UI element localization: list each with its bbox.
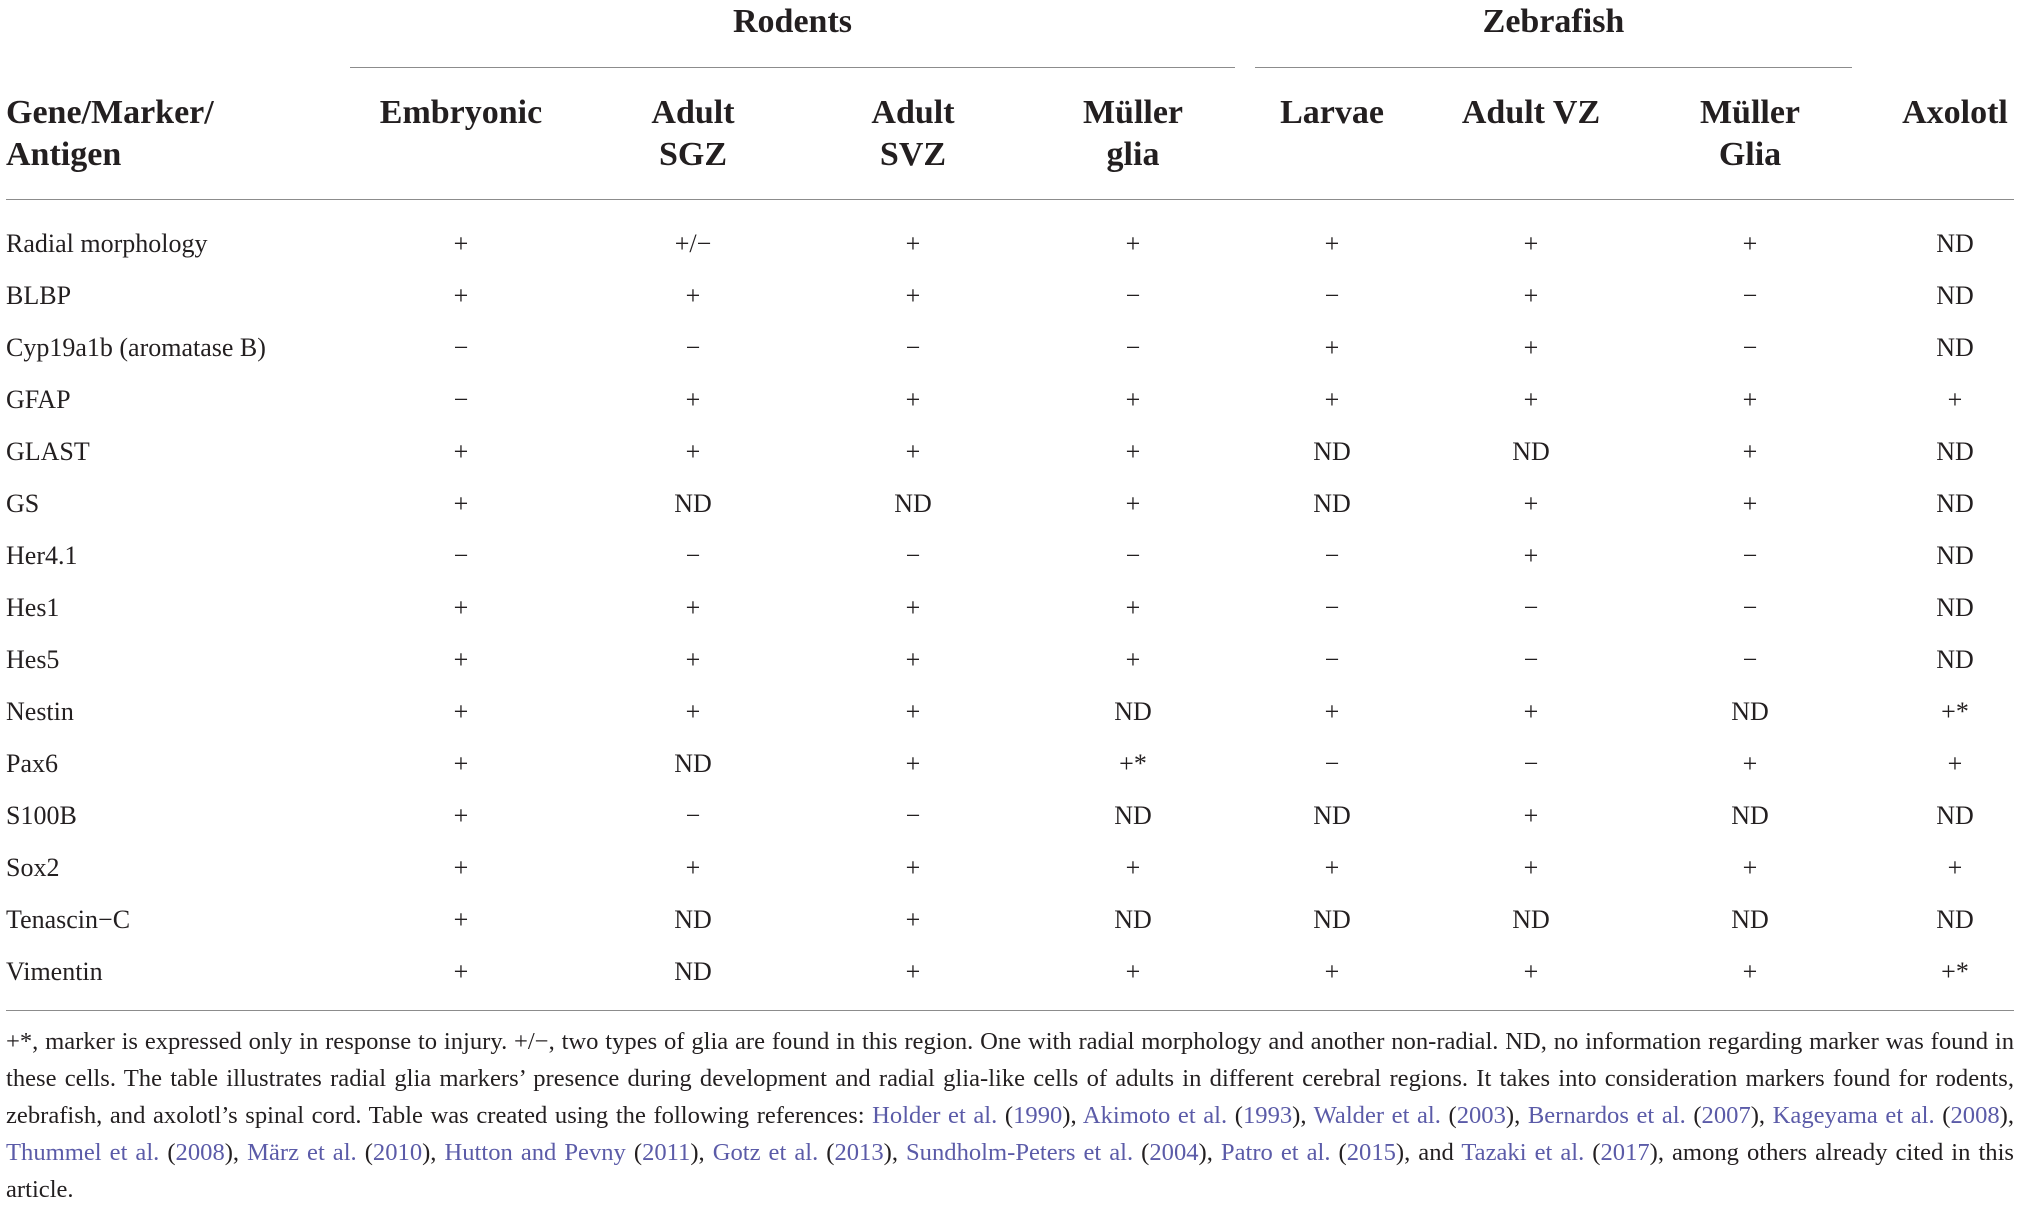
table-cell: + (1324, 853, 1340, 882)
footnote-text: ( (1440, 1102, 1457, 1129)
footnote-text: ), (1198, 1139, 1221, 1166)
column-header-adult-sgz (603, 92, 783, 176)
citation-link[interactable]: Holder et al. (872, 1102, 998, 1129)
table-cell: +* (1941, 697, 1969, 726)
table-cell: − (1324, 281, 1340, 310)
column-header-muller-glia-zebrafish (1660, 92, 1840, 176)
table-cell: − (1523, 593, 1539, 622)
table-cell-marker: Radial morphology (6, 229, 208, 258)
column-header-muller-glia-zebrafish-line2: Glia (1718, 136, 1782, 173)
footnote-text: ( (1330, 1139, 1347, 1166)
table-row (0, 790, 2019, 842)
table-cell: ND (1114, 801, 1152, 830)
table-cell: + (905, 593, 921, 622)
table-cell: − (685, 801, 701, 830)
column-header-axolotl-line1: Axolotl (1902, 94, 2008, 131)
table-row (0, 426, 2019, 478)
table-cell: − (1324, 541, 1340, 570)
table-row (0, 478, 2019, 530)
footnote-text: ), (422, 1139, 445, 1166)
column-header-adult-svz-line1: Adult (871, 94, 955, 131)
column-header-gene-line1: Gene/Marker/ (6, 94, 214, 131)
table-cell: + (905, 437, 921, 466)
table-cell: + (685, 645, 701, 674)
column-header-muller-glia-rodent-line1: Müller (1082, 94, 1184, 131)
table-cell-marker: GLAST (6, 437, 90, 466)
table-cell-marker: Sox2 (6, 853, 60, 882)
column-header-gene (6, 92, 306, 176)
table-cell: ND (1313, 437, 1351, 466)
group-header-rodents: Rodents (732, 3, 853, 40)
table-cell: ND (1114, 697, 1152, 726)
citation-link[interactable]: Hutton and Pevny (444, 1139, 626, 1166)
column-header-adult-sgz-line2: SGZ (658, 136, 728, 173)
table-cell: + (453, 957, 469, 986)
table-cell: ND (1936, 229, 1974, 258)
table-cell: − (1742, 645, 1758, 674)
table-cell-marker: GS (6, 489, 40, 518)
table-cell: ND (1114, 905, 1152, 934)
table-cell: + (1324, 957, 1340, 986)
citation-link[interactable]: 1993 (1242, 1102, 1293, 1129)
table-cell: − (1742, 541, 1758, 570)
table-cell: + (453, 697, 469, 726)
table-row (0, 946, 2019, 998)
table-cell: + (1523, 333, 1539, 362)
table-cell: − (1742, 281, 1758, 310)
column-header-muller-glia-rodent (1043, 92, 1223, 176)
table-cell: + (1523, 853, 1539, 882)
table-cell: + (1523, 385, 1539, 414)
table-cell: + (685, 697, 701, 726)
table-cell: + (685, 385, 701, 414)
table-cell: + (1742, 957, 1758, 986)
citation-link[interactable]: 2013 (834, 1139, 884, 1166)
table-row (0, 842, 2019, 894)
footnote-text: ( (1133, 1139, 1150, 1166)
group-header-zebrafish: Zebrafish (1482, 3, 1625, 40)
table-cell: − (1324, 593, 1340, 622)
table-cell: + (905, 853, 921, 882)
table-cell-marker: Hes1 (6, 593, 60, 622)
table-row (0, 218, 2019, 270)
table-cell: ND (1936, 333, 1974, 362)
column-header-muller-glia-zebrafish-line1: Müller (1699, 94, 1801, 131)
column-header-larvae (1242, 92, 1422, 134)
table-row (0, 582, 2019, 634)
table-cell: + (1125, 957, 1141, 986)
table-cell: + (1125, 593, 1141, 622)
table-cell: ND (1936, 645, 1974, 674)
table-cell: − (1742, 593, 1758, 622)
table-cell: + (1324, 385, 1340, 414)
citation-link[interactable]: Patro et al. (1220, 1139, 1331, 1166)
table-row (0, 738, 2019, 790)
table-cell-marker: S100B (6, 801, 77, 830)
table-cell: + (1125, 385, 1141, 414)
table-cell: ND (1936, 437, 1974, 466)
table-cell: ND (1936, 541, 1974, 570)
table-cell: − (1324, 645, 1340, 674)
column-header-gene-line2: Antigen (6, 136, 122, 173)
table-cell: ND (1512, 905, 1550, 934)
table-cell: − (453, 333, 469, 362)
footnote-text: ), (1750, 1102, 1773, 1129)
table-cell: + (905, 697, 921, 726)
citation-link[interactable]: 2003 (1456, 1102, 1506, 1129)
footnote-text: ( (356, 1139, 373, 1166)
footnote-text: ), (1062, 1102, 1083, 1129)
table-cell-marker: Hes5 (6, 645, 60, 674)
table-cell: + (905, 281, 921, 310)
table-cell: + (453, 593, 469, 622)
header-rule (6, 199, 2014, 200)
table-cell: + (1125, 853, 1141, 882)
footnote-text: ( (1685, 1102, 1702, 1129)
table-cell: + (1947, 853, 1963, 882)
table-cell: +/− (674, 229, 712, 258)
table-cell: + (1523, 697, 1539, 726)
column-header-axolotl (1890, 92, 2019, 134)
citation-link[interactable]: Akimoto et al. (1082, 1102, 1228, 1129)
table-cell: + (453, 437, 469, 466)
table-cell: + (685, 853, 701, 882)
table-cell: − (685, 333, 701, 362)
table-cell: + (1324, 333, 1340, 362)
footnote-text: ( (1934, 1102, 1951, 1129)
citation-link[interactable]: Sundholm-Peters et al. (906, 1139, 1134, 1166)
column-header-muller-glia-rodent-line2: glia (1106, 136, 1160, 173)
table-cell: + (685, 593, 701, 622)
citation-link[interactable]: 2008 (1950, 1102, 2000, 1129)
table-cell: ND (1313, 801, 1351, 830)
citation-link[interactable]: Walder et al. (1313, 1102, 1441, 1129)
table-row (0, 374, 2019, 426)
table-cell: + (1125, 645, 1141, 674)
table-cell: + (453, 281, 469, 310)
footnote-text: ), (1292, 1102, 1314, 1129)
table-cell-marker: Pax6 (6, 749, 58, 778)
table-cell: ND (1313, 489, 1351, 518)
footnote-text: ( (159, 1139, 176, 1166)
table-cell: + (1742, 489, 1758, 518)
table-cell: + (453, 853, 469, 882)
citation-link[interactable]: Thummel et al. (6, 1139, 160, 1166)
table-cell: + (685, 437, 701, 466)
table-cell: − (1125, 541, 1141, 570)
group-rule-zebrafish (1255, 67, 1852, 68)
table-cell: − (1742, 333, 1758, 362)
table-cell: − (905, 541, 921, 570)
table-cell: − (905, 801, 921, 830)
footnote-text: ), (224, 1139, 248, 1166)
table-cell: − (1324, 749, 1340, 778)
footnote-text: ), (1505, 1102, 1528, 1129)
table-cell-marker: GFAP (6, 385, 71, 414)
table-cell: ND (1936, 593, 1974, 622)
table-cell: ND (674, 749, 712, 778)
citation-link[interactable]: 2007 (1701, 1102, 1751, 1129)
footnote-text: ( (1584, 1139, 1601, 1166)
table-cell: + (1125, 437, 1141, 466)
footnote-text: ), among others already cited in this article. (6, 1139, 2014, 1203)
table-cell: + (1523, 541, 1539, 570)
table-cell: ND (1512, 437, 1550, 466)
citation-link[interactable]: Gotz et al. (712, 1139, 819, 1166)
table-cell: ND (674, 489, 712, 518)
table-cell: + (1523, 801, 1539, 830)
table-cell: − (1125, 281, 1141, 310)
group-rule-rodents (350, 67, 1235, 68)
table-cell: ND (1731, 801, 1769, 830)
table-cell: + (1742, 385, 1758, 414)
table-row (0, 686, 2019, 738)
table-cell: + (905, 645, 921, 674)
citation-link[interactable]: 2017 (1600, 1139, 1650, 1166)
table-cell: ND (674, 905, 712, 934)
table-cell: − (453, 541, 469, 570)
citation-link[interactable]: Bernardos et al. (1527, 1102, 1686, 1129)
table-cell: + (1742, 853, 1758, 882)
footnote-text: ), (883, 1139, 906, 1166)
table-cell: + (905, 229, 921, 258)
table-cell: +* (1941, 957, 1969, 986)
footnote-text: ), (690, 1139, 713, 1166)
column-header-adult-vz-line1: Adult VZ (1461, 94, 1601, 131)
table-cell: − (1523, 645, 1539, 674)
table-cell-marker: Tenascin−C (6, 905, 131, 934)
table-cell: + (1742, 437, 1758, 466)
table-cell: + (905, 749, 921, 778)
table-cell-marker: BLBP (6, 281, 72, 310)
table-bottom-rule (6, 1010, 2014, 1011)
table-cell: + (1947, 385, 1963, 414)
table-cell: ND (1731, 697, 1769, 726)
table-cell: + (453, 489, 469, 518)
table-cell: − (905, 333, 921, 362)
footnote-text: ( (818, 1139, 835, 1166)
table-cell: ND (674, 957, 712, 986)
table-cell: + (1523, 957, 1539, 986)
table-row (0, 270, 2019, 322)
column-header-adult-svz (823, 92, 1003, 176)
table-cell-marker: Her4.1 (6, 541, 78, 570)
footnote-text: ), (1999, 1102, 2014, 1129)
citation-link[interactable]: 2011 (642, 1139, 691, 1166)
column-header-adult-sgz-line1: Adult (651, 94, 735, 131)
table-cell: + (453, 749, 469, 778)
table-cell: + (1523, 281, 1539, 310)
footnote-text: ( (997, 1102, 1014, 1129)
table-cell: − (1125, 333, 1141, 362)
column-header-adult-vz (1441, 92, 1621, 134)
table-cell: + (1125, 229, 1141, 258)
citation-link[interactable]: 1990 (1013, 1102, 1063, 1129)
table-cell: + (1324, 229, 1340, 258)
table-row (0, 634, 2019, 686)
table-cell-marker: Vimentin (6, 957, 103, 986)
table-cell: + (685, 281, 701, 310)
column-header-larvae-line1: Larvae (1280, 94, 1384, 131)
table-cell: ND (1313, 905, 1351, 934)
table-cell: + (905, 957, 921, 986)
table-cell: + (1324, 697, 1340, 726)
table-cell: − (685, 541, 701, 570)
table-cell: +* (1119, 749, 1147, 778)
citation-link[interactable]: 2010 (372, 1139, 423, 1166)
column-header-embryonic (371, 92, 551, 134)
table-cell-marker: Cyp19a1b (aromatase B) (6, 333, 266, 362)
table-cell: + (1523, 489, 1539, 518)
column-header-embryonic-line1: Embryonic (379, 94, 543, 131)
table-cell: + (1125, 489, 1141, 518)
table-row (0, 894, 2019, 946)
table-cell: + (1947, 749, 1963, 778)
citation-link[interactable]: 2004 (1149, 1139, 1199, 1166)
table-row (0, 530, 2019, 582)
table-cell: + (1523, 229, 1539, 258)
table-cell: + (1742, 229, 1758, 258)
table-cell: ND (1936, 905, 1974, 934)
footnote-text: ), and (1395, 1139, 1462, 1166)
table-cell: ND (1936, 281, 1974, 310)
footnote-text: ( (625, 1139, 643, 1166)
footnote-text: ( (1227, 1102, 1243, 1129)
table-cell: + (905, 385, 921, 414)
table-cell: + (453, 905, 469, 934)
citation-link[interactable]: Kageyama et al. (1772, 1102, 1935, 1129)
table-cell: ND (1731, 905, 1769, 934)
table-cell: ND (1936, 801, 1974, 830)
table-cell-marker: Nestin (6, 697, 74, 726)
table-cell: ND (894, 489, 932, 518)
citation-link[interactable]: 2015 (1346, 1139, 1396, 1166)
column-header-adult-svz-line2: SVZ (879, 136, 947, 173)
table-cell: + (453, 645, 469, 674)
footnote-text: +*, marker is expressed only in response to injury. +/−, two types of glia are found in this region. One with radial morphology and another non-radial. ND, no information regarding marker was found in these cells. The table illustrates radial glia markers’ presence during development and radial glia-like cells of adults in different cerebral regions. It takes into consideration markers found for rodents, zebrafish, and axolotl’s spinal cord. Table was created using the following references: (6, 1028, 2014, 1129)
table-footnote (6, 1023, 2014, 1208)
table-row (0, 322, 2019, 374)
table-cell: + (453, 801, 469, 830)
table-cell: ND (1936, 489, 1974, 518)
citation-link[interactable]: Tazaki et al. (1461, 1139, 1585, 1166)
table-cell: + (453, 229, 469, 258)
table-cell: + (1742, 749, 1758, 778)
citation-link[interactable]: März et al. (247, 1139, 357, 1166)
table-cell: − (453, 385, 469, 414)
table-cell: − (1523, 749, 1539, 778)
citation-link[interactable]: 2008 (175, 1139, 225, 1166)
table-cell: + (905, 905, 921, 934)
